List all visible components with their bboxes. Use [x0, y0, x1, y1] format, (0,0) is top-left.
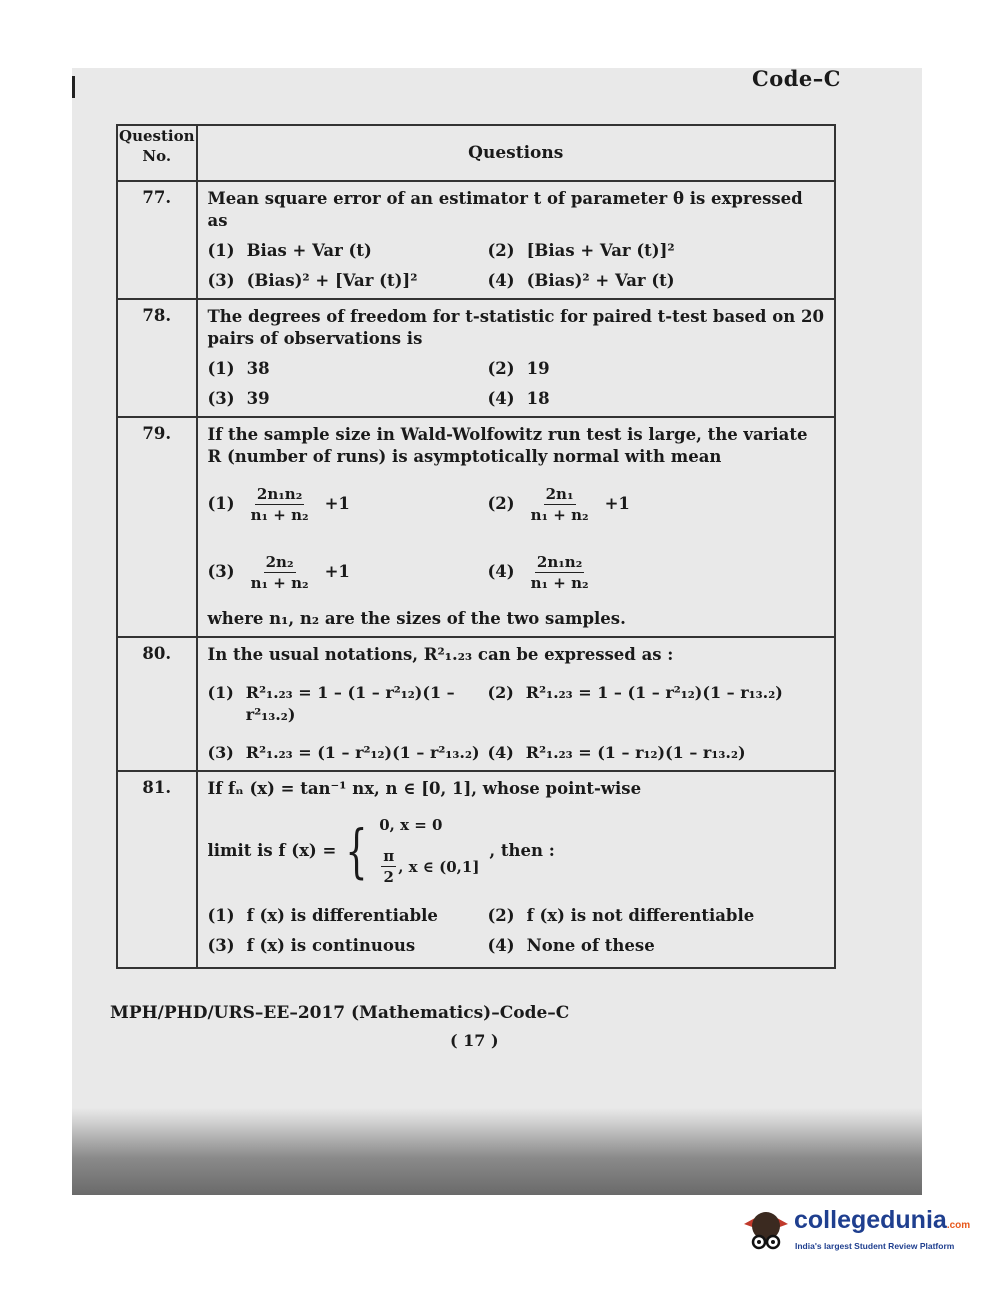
- question-text: The degrees of freedom for t-statistic for paired t-test based on 20 pairs of observations is: [207, 307, 824, 348]
- fraction: $\frac{\pi}{2}$: [383, 847, 395, 886]
- question-number: 81.: [117, 771, 197, 968]
- option: (3) $\frac{\text{2n₂}}{\text{n₁ + n₂}}$ +1: [207, 552, 350, 592]
- question-number: 80.: [117, 637, 197, 771]
- option: (4) R²₁.₂₃ = (1 – r₁₂)(1 – r₁₃.₂): [487, 743, 746, 762]
- option: (2) f (x) is not differentiable: [487, 906, 755, 925]
- option: (3) R²₁.₂₃ = (1 – r²₁₂)(1 – r²₁₃.₂): [207, 743, 480, 762]
- question-text: If fₙ (x) = tan⁻¹ nx, n ∈ [0, 1], whose point-wise: [207, 779, 642, 798]
- fraction: $\frac{\text{2n₁n₂}}{\text{n₁ + n₂}}$: [530, 552, 589, 592]
- cases: 0, x = 0 $\frac{\pi}{2}$ , x ∈ (0,1]: [379, 816, 480, 886]
- option: (4) 18: [487, 389, 550, 408]
- page-number: ( 17 ): [450, 1031, 499, 1050]
- piecewise-definition: limit is f (x) = { 0, x = 0 $\frac{\pi}{2}$ , x ∈ (0,1] , then :: [207, 816, 555, 886]
- question-row-78: [117, 299, 835, 417]
- collegedunia-logo: [738, 1198, 971, 1260]
- option: (1) 38: [207, 359, 270, 378]
- question-number: 78.: [117, 299, 197, 417]
- question-note: where n₁, n₂ are the sizes of the two samples.: [207, 609, 626, 628]
- option: (1) R²₁.₂₃ = 1 – (1 – r²₁₂)(1 – r²₁₃.₂): [207, 683, 455, 724]
- option: (3) f (x) is continuous: [207, 936, 416, 955]
- question-body: [197, 299, 836, 417]
- column-header-questions: Questions: [197, 125, 836, 181]
- question-body: [197, 181, 836, 299]
- option: (2) $\frac{\text{2n₁}}{\text{n₁ + n₂}}$ +1: [487, 484, 630, 524]
- question-body: [197, 417, 836, 637]
- fraction: $\frac{\text{2n₁}}{\text{n₁ + n₂}}$: [530, 484, 589, 524]
- column-header-question-no: Question No.: [117, 125, 197, 181]
- option: (4) None of these: [487, 936, 655, 955]
- option: (4) (Bias)² + Var (t): [487, 271, 675, 290]
- option: (1) f (x) is differentiable: [207, 906, 438, 925]
- question-text: If the sample size in Wald-Wolfowitz run test is large, the variate R (number of runs) is asymptotically normal with mean: [207, 425, 808, 466]
- question-row-80: [117, 637, 835, 771]
- fraction: $\frac{\text{2n₂}}{\text{n₁ + n₂}}$: [250, 552, 309, 592]
- options-list: [208, 358, 827, 410]
- option: (2) [Bias + Var (t)]²: [487, 241, 675, 260]
- option: (2) R²₁.₂₃ = 1 – (1 – r²₁₂)(1 – r₁₃.₂): [487, 683, 783, 702]
- question-row-81: [117, 771, 835, 968]
- logo-domain: .com: [946, 1220, 971, 1231]
- options-list: [208, 240, 827, 292]
- logo-name: collegedunia: [794, 1206, 947, 1234]
- logo-tagline: India's largest Student Review Platform: [795, 1241, 955, 1251]
- options-list: [208, 905, 827, 957]
- question-body: [197, 637, 836, 771]
- question-text: Mean square error of an estimator t of parameter θ is expressed as: [207, 189, 803, 230]
- option: (4) $\frac{\text{2n₁n₂}}{\text{n₁ + n₂}}$: [487, 552, 589, 592]
- question-text: In the usual notations, R²₁.₂₃ can be expressed as :: [207, 645, 674, 664]
- question-row-77: [117, 181, 835, 299]
- student-mascot-icon: [738, 1202, 790, 1254]
- options-list: [208, 476, 827, 600]
- paper-code: Code–C: [752, 66, 841, 91]
- option: (3) (Bias)² + [Var (t)]²: [207, 271, 418, 290]
- footer-code-line: MPH/PHD/URS–EE–2017 (Mathematics)–Code–C: [110, 1003, 570, 1023]
- fraction: $\frac{\text{2n₁n₂}}{\text{n₁ + n₂}}$: [250, 484, 309, 524]
- table-header-row: [117, 125, 835, 181]
- option: (3) 39: [207, 389, 270, 408]
- question-body: [197, 771, 836, 968]
- option: (1) $\frac{\text{2n₁n₂}}{\text{n₁ + n₂}}$ +1: [207, 484, 350, 524]
- option: (2) 19: [487, 359, 550, 378]
- option: (1) Bias + Var (t): [207, 241, 372, 260]
- brace-icon: {: [345, 816, 368, 885]
- question-row-79: [117, 417, 835, 637]
- question-number: 77.: [117, 181, 197, 299]
- question-number: 79.: [117, 417, 197, 637]
- questions-table: [116, 124, 836, 969]
- page-edge-mark: [72, 76, 75, 98]
- options-list: [208, 682, 827, 764]
